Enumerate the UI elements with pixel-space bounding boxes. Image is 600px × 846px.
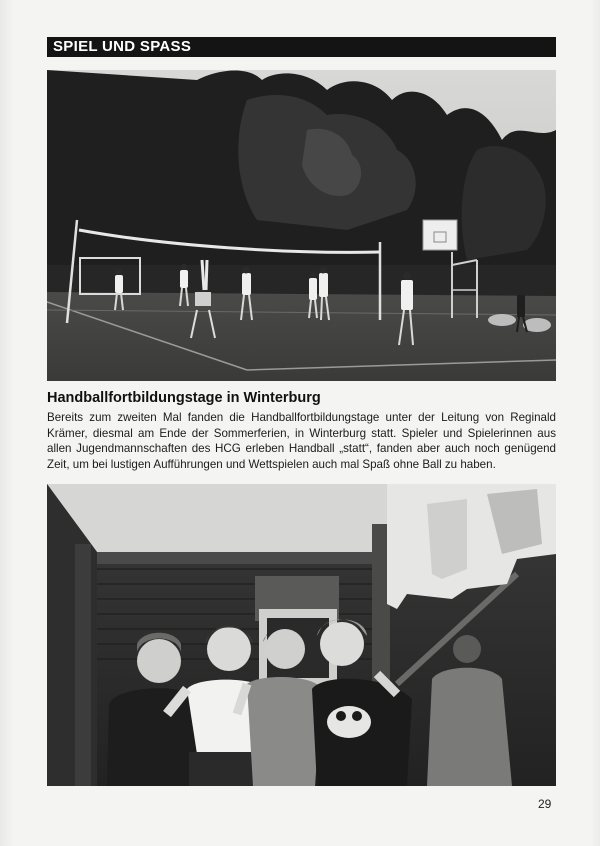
section-title: SPIEL UND SPASS: [53, 38, 192, 55]
section-header-bar: [47, 37, 556, 57]
photo-children-group-image: [47, 484, 556, 786]
photo-sports-court-image: [47, 70, 556, 381]
page-number: 29: [538, 797, 552, 811]
article-body: Bereits zum zweiten Mal fanden die Handballfortbildungstage unter der Leitung von Reginald Krämer, diesmal am Ende der Sommerferien, in Winterburg statt. Spieler und Spielerinnen aus allen Jugendmannschaften des HCG erleben Handball „statt“, fanden aber auch noch genügend Zeit, um bei lustigen Aufführungen und Wettspielen auch mal Spaß ohne Ball zu haben.: [47, 411, 556, 471]
article-headline: Handballfortbildungstage in Winterburg: [47, 390, 321, 406]
photo-sports-court: [47, 70, 556, 381]
photo-children-group: [47, 484, 556, 786]
